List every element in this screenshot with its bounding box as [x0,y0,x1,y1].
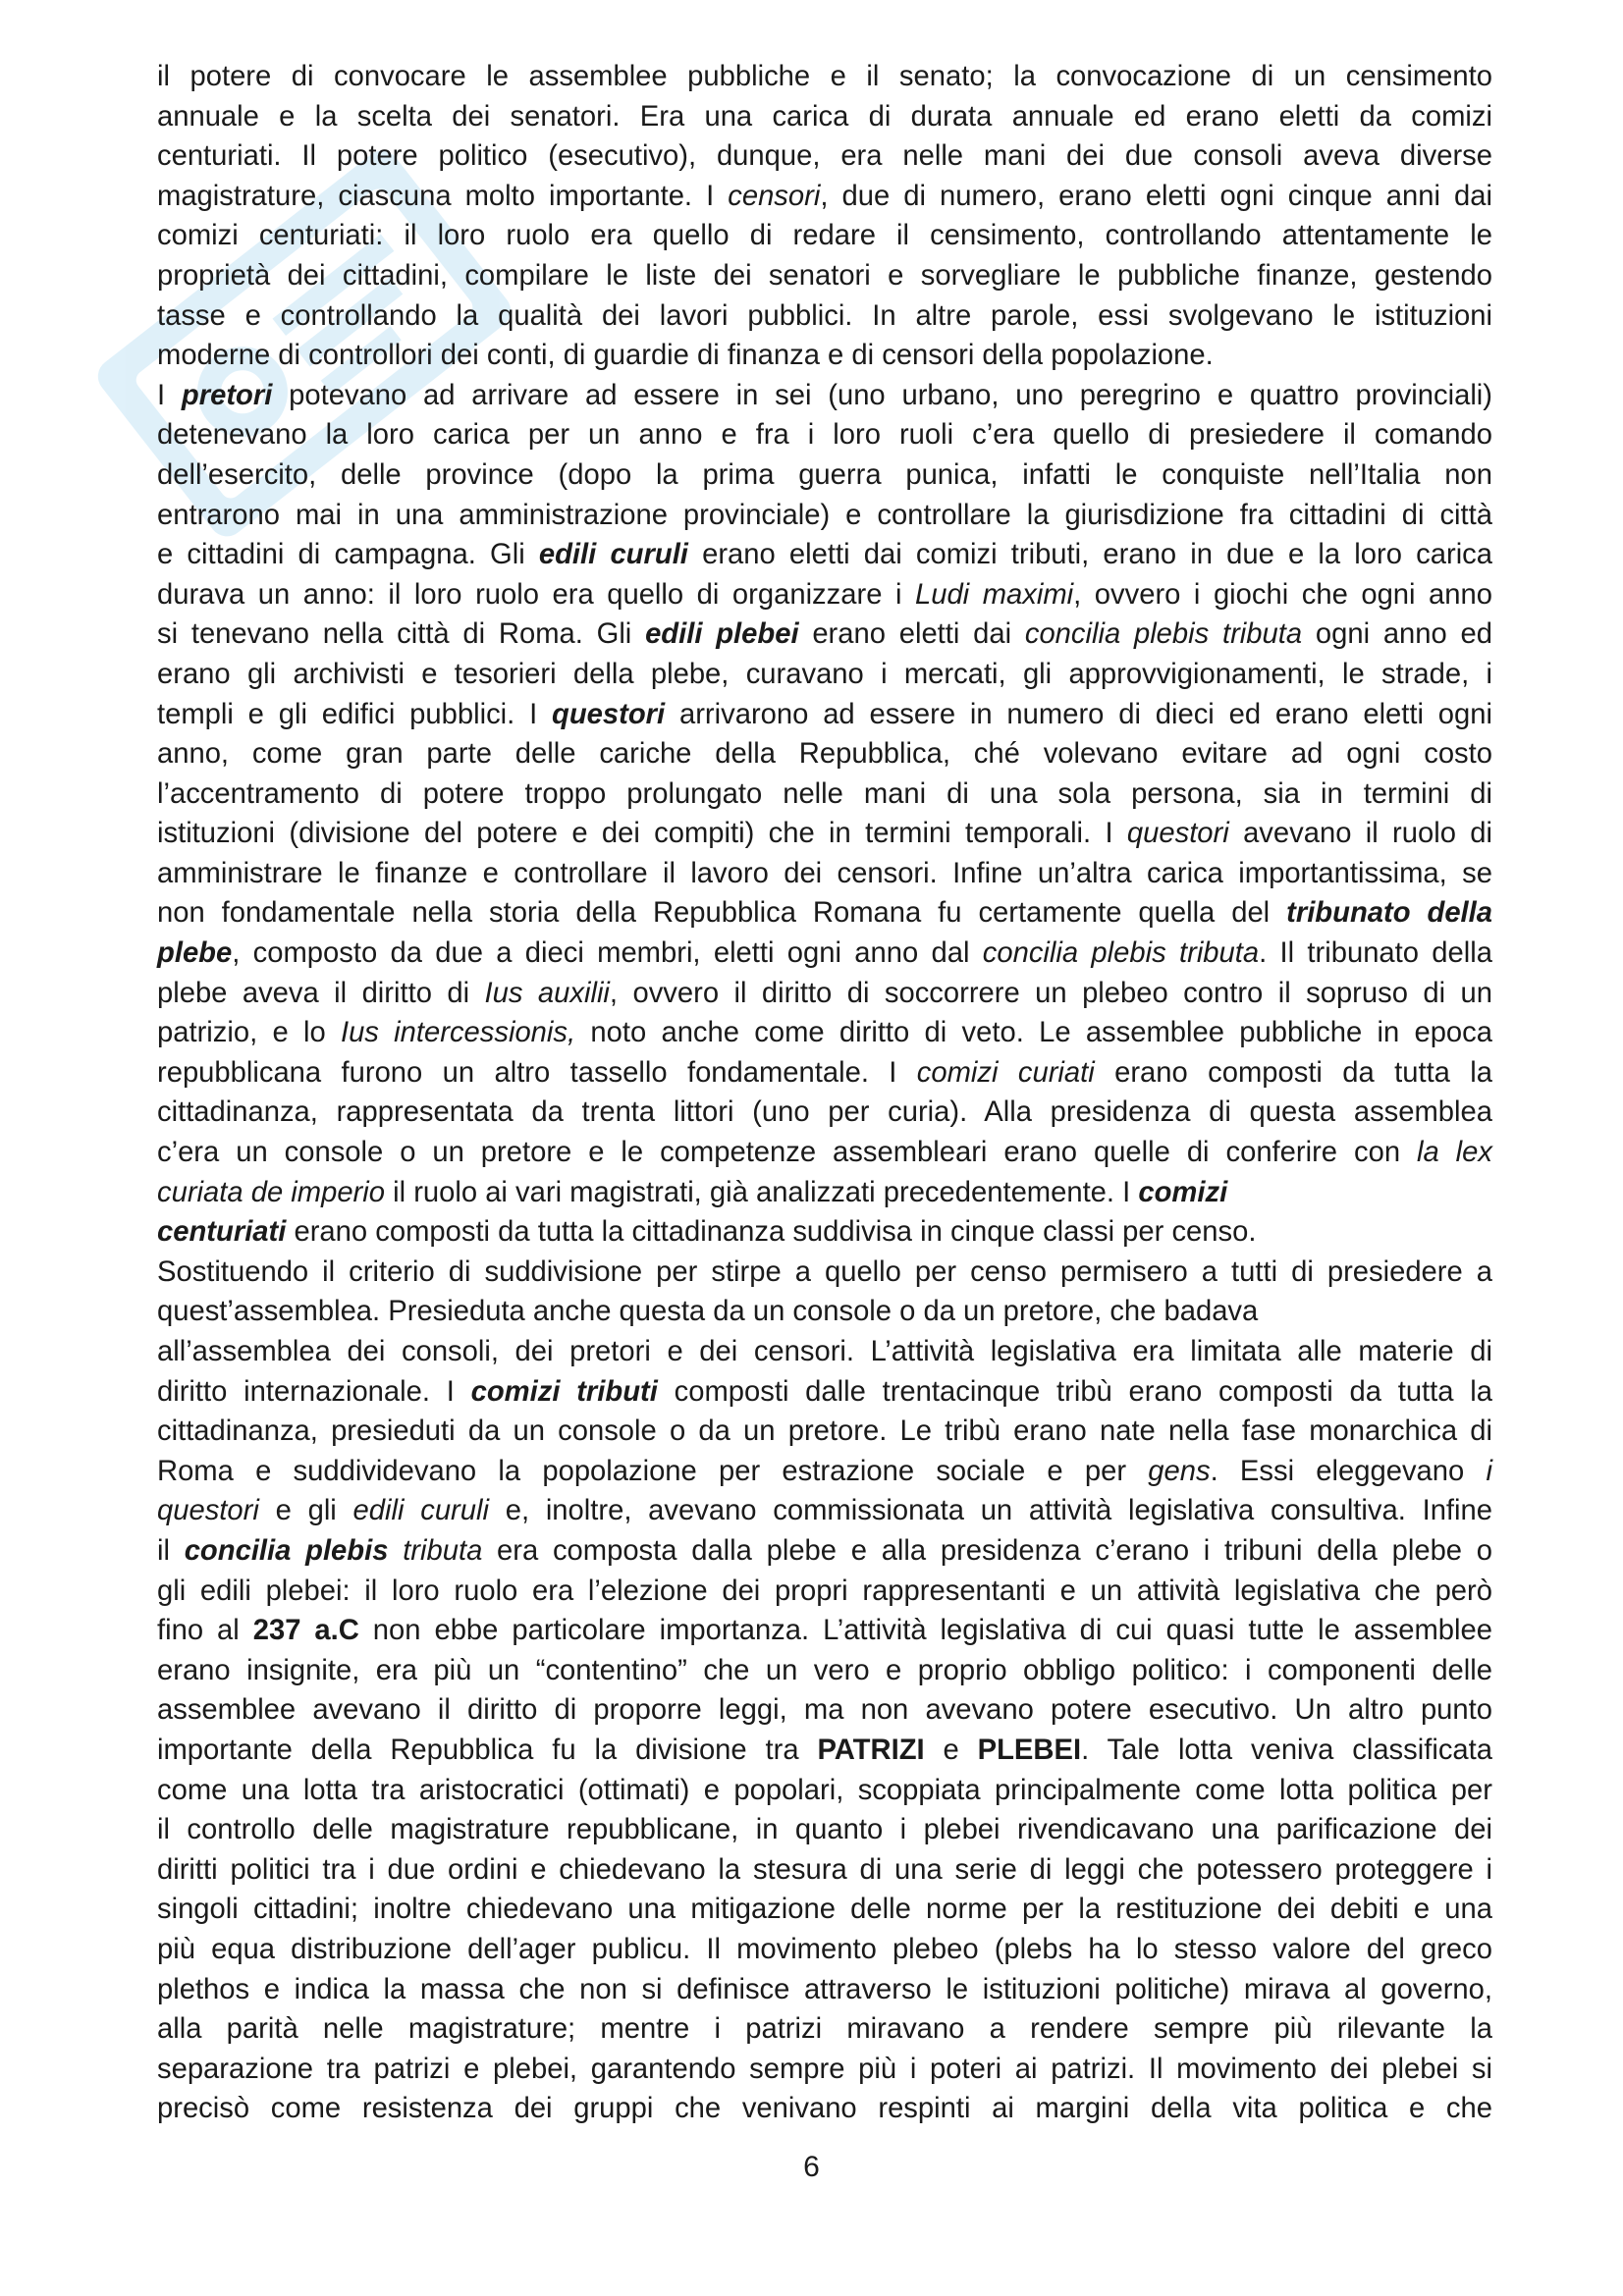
text-run: il [157,1534,185,1567]
text-run: composti dalle trentacinque tribù erano composti da tutta la [657,1375,1492,1408]
text-line [157,1970,1492,2010]
text-line [157,136,1492,177]
text-line [157,1093,1492,1133]
text-run: amministrare le finanze e controllare il lavoro dei censori. Infine un’altra carica importantissima, se [157,857,1492,889]
text-run: centuriati. Il potere politico (esecutivo), dunque, era nelle mani dei due consoli aveva diverse [157,140,1492,173]
text-line [157,496,1492,536]
text-line [157,575,1492,615]
text-run: . Essi eleggevano [1210,1455,1487,1487]
text-line [157,296,1492,337]
emphasized-text: concilia plebis tributa [982,937,1260,970]
emphasized-text: edili curuli [538,539,688,571]
emphasized-text: tribunato della [1286,897,1493,930]
text-line [157,1810,1492,1850]
text-run: patrizio, e lo [157,1017,341,1049]
text-line [157,336,1492,376]
text-line [157,376,1492,416]
page-number: 6 [803,2151,820,2183]
text-run: tasse e controllando la qualità dei lavori pubblici. In altre parole, essi svolgevano le istituzioni [157,299,1492,332]
text-line [157,655,1492,695]
text-line [157,974,1492,1014]
text-line [157,1531,1492,1572]
text-run: era composta dalla plebe e alla presidenza c’erano i tribuni della plebe o [482,1534,1492,1567]
emphasized-text: i [1486,1455,1492,1487]
text-run: comizi centuriati: il loro ruolo era quello di redare il censimento, controllando attentamente le [157,220,1492,252]
emphasized-text: comizi tributi [470,1375,658,1408]
text-run: , ovvero il diritto di soccorrere un plebeo contro il sopruso di un [609,977,1493,1009]
text-run: c’era un console o un pretore e le competenze assembleari erano quelle di conferire con [157,1137,1418,1169]
text-run: erano composti da tutta la [1094,1056,1492,1089]
text-run: precisò come resistenza dei gruppi che venivano respinti ai margini della vita politica e che [157,2093,1492,2125]
text-line [157,1452,1492,1492]
text-line [157,1731,1492,1771]
emphasized-text: comizi curiati [916,1056,1095,1089]
text-line [157,1253,1492,1293]
text-line [157,614,1492,655]
text-run: magistrature, ciascuna molto importante. I [157,180,729,212]
text-run: erano insignite, era più un “contentino” che un vero e proprio obbligo politico: i componenti delle [157,1654,1492,1686]
text-run: e gli [258,1495,353,1527]
text-line [157,1133,1492,1173]
text-line [157,2009,1492,2050]
text-line [157,97,1492,137]
text-line [157,535,1492,575]
text-run [388,1535,403,1567]
emphasized-text: Ius intercessionis, [340,1017,576,1049]
text-run: , composto da due a dieci membri, eletti ogni anno dal [232,937,983,970]
text-run: e, inoltre, avevano commissionata un attività legislativa consultiva. Infine [488,1495,1492,1527]
text-line [157,1212,1492,1253]
text-line [157,814,1492,854]
text-run: dell’esercito, delle province (dopo la prima guerra punica, infatti le conquiste nell’Italia non [157,458,1492,491]
text-run: si tenevano nella città di Roma. Gli [157,618,646,651]
text-line [157,695,1492,735]
text-line [157,216,1492,256]
text-line [157,1491,1492,1531]
text-run: non fondamentale nella storia della Repubblica Romana fu certamente quella del [157,897,1287,930]
text-run: repubblicana furono un altro tassello fondamentale. I [157,1056,917,1089]
text-run: più equa distribuzione dell’ager publicu. Il movimento plebeo (plebs ha lo stesso valore del greco [157,1933,1492,1965]
text-run: importante della Repubblica fu la divisione tra [157,1734,818,1766]
text-run: templi e gli edifici pubblici. I [157,698,553,730]
emphasized-text: comizi [1138,1176,1228,1208]
emphasized-text: Ludi maximi [914,578,1074,611]
text-run: diritti politici tra i due ordini e chiedevano la stesura di una serie di leggi che potessero proteggere i [157,1853,1492,1886]
text-line [157,1013,1492,1053]
emphasized-text: pretori [181,379,273,411]
text-line [157,1173,1492,1213]
text-run: il potere di convocare le assemblee pubbliche e il senato; la convocazione di un censimento [157,61,1492,92]
text-run: gli edili plebei: il loro ruolo era l’elezione dei propri rappresentanti e un attività legislativa che però [157,1575,1492,1607]
text-line [157,455,1492,496]
text-line [157,1372,1492,1413]
emphasized-text: questori [157,1495,259,1527]
text-line [157,1292,1492,1332]
text-run: il ruolo ai vari magistrati, già analizzati precedentemente. I [385,1176,1139,1208]
text-line [157,1930,1492,1970]
emphasized-text: censori [728,180,821,212]
text-run: annuale e la scelta dei senatori. Era una carica di durata annuale ed erano eletti da comizi [157,100,1492,133]
text-line [157,854,1492,894]
text-run: . Il tribunato della [1259,937,1492,970]
text-run: . Tale lotta veniva classificata [1081,1734,1492,1766]
text-run: e [924,1734,978,1766]
text-run: potevano ad arrivare ad essere in sei (uno urbano, uno peregrino e quattro provinciali) [272,379,1493,411]
text-run: anno, come gran parte delle cariche della Repubblica, ché volevano evitare ad ogni costo [157,738,1492,771]
text-line [157,1572,1492,1612]
text-run: ogni anno ed [1302,618,1492,651]
text-line [157,1690,1492,1731]
text-run: cittadinanza, presieduti da un console o da un pretore. Le tribù erano nate nella fase monarchica di [157,1415,1492,1448]
text-line [157,734,1492,774]
text-run: Sostituendo il criterio di suddivisione per stirpe a quello per censo permisero a tutti di presiedere a [157,1255,1492,1288]
text-run: I [157,379,182,411]
text-run: non ebbe particolare importanza. L’attività legislativa di cui quasi tutte le assemblee [358,1615,1492,1647]
body-text [157,57,1492,2129]
text-line [157,57,1492,97]
emphasized-text: la lex [1417,1137,1492,1169]
text-line [157,177,1492,217]
text-line [157,2050,1492,2090]
text-run: singoli cittadini; inoltre chiedevano una mitigazione delle norme per la restituzione dei debiti e una [157,1894,1492,1926]
text-run: diritto internazionale. I [157,1375,471,1408]
text-run: , due di numero, erano eletti ogni cinque anni dai [820,180,1492,212]
text-run: , ovvero i giochi che ogni anno [1073,578,1492,611]
text-run: noto anche come diritto di veto. Le assemblee pubbliche in epoca [575,1017,1492,1049]
text-run: plethos e indica la massa che non si definisce attraverso le istituzioni politiche) mirava al governo, [157,1973,1492,2005]
text-run: erano eletti dai comizi tributi, erano in due e la loro carica [687,539,1493,571]
text-line [157,1651,1492,1691]
text-run: come una lotta tra aristocratici (ottimati) e popolari, scoppiata principalmente come lotta politica per [157,1774,1492,1806]
emphasized-text: plebe [157,937,233,970]
text-run: assemblee avevano il diritto di proporre leggi, ma non avevano potere esecutivo. Un altro punto [157,1694,1492,1727]
text-run: moderne di controllori dei conti, di guardie di finanza e di censori della popolazione. [157,340,1214,372]
text-line [157,415,1492,455]
text-line [157,2089,1492,2129]
text-run: proprietà dei cittadini, compilare le liste dei senatori e sorvegliare le pubbliche finanze, gestendo [157,259,1492,292]
text-run: entrarono mai in una amministrazione provinciale) e controllare la giurisdizione fra cittadini di città [157,499,1492,531]
text-run: alla parità nelle magistrature; mentre i patrizi miravano a rendere sempre più rilevante la [157,2013,1492,2046]
emphasized-text: PATRIZI [817,1734,925,1766]
emphasized-text: tributa [403,1534,483,1567]
text-run: erano gli archivisti e tesorieri della plebe, curavano i mercati, gli approvvigionamenti, le strade, i [157,658,1492,690]
emphasized-text: concilia plebis tributa [1024,618,1303,651]
emphasized-text: edili curuli [352,1495,489,1527]
emphasized-text: centuriati [157,1216,287,1249]
text-run: plebe aveva il diritto di [157,977,485,1009]
emphasized-text: questori [1126,818,1229,850]
emphasized-text: PLEBEI [977,1734,1082,1766]
emphasized-text: edili plebei [645,618,799,651]
emphasized-text: 237 a.C [252,1615,359,1647]
text-run: separazione tra patrizi e plebei, garantendo sempre più i poteri ai patrizi. Il movimento dei plebei si [157,2053,1492,2085]
text-line [157,1053,1492,1094]
emphasized-text: questori [552,698,666,730]
text-run: durava un anno: il loro ruolo era quello di organizzare i [157,578,915,611]
text-run: il controllo delle magistrature repubblicane, in quanto i plebei rivendicavano una parificazione dei [157,1814,1492,1846]
text-run: l’accentramento di potere troppo prolungato nelle mani di una sola persona, sia in termini di [157,777,1492,810]
text-run: all’assemblea dei consoli, dei pretori e dei censori. L’attività legislativa era limitata alle materie di [157,1336,1492,1367]
text-run: cittadinanza, rappresentata da trenta littori (uno per curia). Alla presidenza di questa assemblea [157,1096,1492,1129]
text-line [157,1850,1492,1891]
text-line [157,774,1492,815]
text-run: erano composti da tutta la cittadinanza suddivisa in cinque classi per censo. [286,1216,1257,1249]
text-line [157,1890,1492,1930]
text-run: e cittadini di campagna. Gli [157,539,539,571]
emphasized-text: curiata de imperio [157,1176,385,1208]
text-line [157,893,1492,934]
text-line [157,1611,1492,1651]
text-run: avevano il ruolo di [1228,818,1492,850]
text-line [157,1332,1492,1372]
emphasized-text: gens [1148,1455,1211,1487]
text-run: detenevano la loro carica per un anno e fra i loro ruoli c’era quello di presiedere il comando [157,419,1492,452]
text-run: istituzioni (divisione del potere e dei compiti) che in termini temporali. I [157,818,1127,850]
text-run: erano eletti dai [798,618,1025,651]
emphasized-text: Ius auxilii [484,977,610,1009]
text-run: arrivarono ad essere in numero di dieci ed erano eletti ogni [665,698,1492,730]
text-run: fino al [157,1615,253,1647]
emphasized-text: concilia plebis [184,1534,389,1567]
text-line [157,1412,1492,1452]
text-line [157,256,1492,296]
text-run: Roma e suddividevano la popolazione per estrazione sociale e per [157,1455,1149,1487]
text-line [157,934,1492,974]
text-line [157,1771,1492,1811]
text-run: quest’assemblea. Presieduta anche questa da un console o da un pretore, che badava [157,1296,1259,1328]
